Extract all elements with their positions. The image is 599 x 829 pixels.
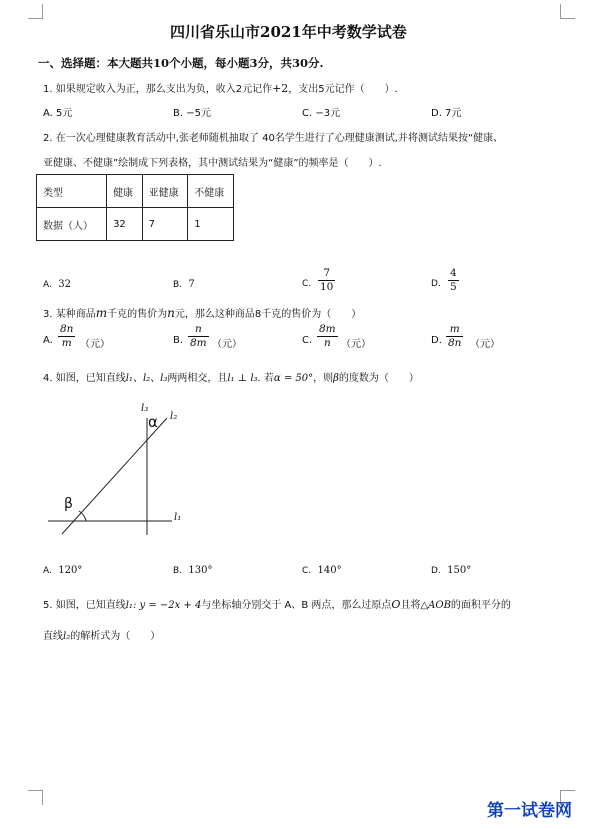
q4-perp: l₁ ⊥ l₃ (227, 373, 258, 384)
label-l2: l₂ (170, 411, 178, 422)
fraction-numerator: 4 (450, 267, 457, 279)
q1-option-c[interactable]: C. −3元 (302, 108, 341, 119)
fraction-numerator: 8m (319, 323, 336, 335)
q5-line-eq: l₁: y = −2x + 4 (125, 600, 202, 611)
q4-lines: l₁、l₂、l₃ (125, 373, 168, 384)
label-beta: β (64, 496, 73, 512)
q3-option-c-letter[interactable]: C. (302, 335, 313, 346)
section-header: 一、选择题：本大题共10个小题，每小题3分，共30分. (38, 56, 324, 70)
line-l2 (62, 418, 167, 534)
q5-origin: O (391, 598, 401, 611)
label-alpha: α (148, 413, 158, 431)
label-l1: l₁ (174, 512, 182, 523)
option-value: 130° (188, 565, 213, 576)
q3-text: 元，那么这种商品8千克的售价为（ ） (174, 309, 362, 320)
q3-option-b-unit: （元） (212, 339, 242, 350)
q4-option-a[interactable] (43, 565, 82, 576)
q4-alpha: α = 50° (273, 373, 314, 384)
q3-option-b-letter[interactable]: B. (173, 335, 184, 346)
table-cell: 32 (107, 208, 143, 241)
table-cell: 健康 (107, 175, 143, 208)
question-5-line2 (43, 627, 160, 642)
q1-text-end: ，支出5元记作（ ）. (288, 84, 398, 95)
option-value: 32 (58, 279, 71, 290)
q5-text: 直线 (43, 631, 63, 642)
fraction-numerator: 8n (60, 323, 74, 335)
q4-text: . 若 (257, 373, 274, 384)
q1-option-a[interactable]: A. 5元 (43, 108, 73, 119)
q5-text: 且将 (400, 600, 421, 611)
fraction-numerator: m (446, 323, 463, 337)
table-cell: 不健康 (188, 175, 234, 208)
fraction-denominator: n (323, 337, 331, 349)
q2-option-c-letter[interactable]: C. (302, 279, 312, 289)
fraction-denominator: m (61, 337, 72, 349)
fraction-denominator: 8m (190, 337, 207, 349)
q3-var-m: m (95, 306, 108, 320)
table-cell: 1 (188, 208, 234, 241)
q4-beta: β (333, 373, 339, 384)
option-letter: C. (302, 566, 312, 576)
label-l3: l₃ (141, 403, 149, 414)
q1-value: +2 (272, 82, 289, 95)
q3-option-a-unit: （元） (80, 339, 110, 350)
q3-text: 3. 某种商品 (43, 309, 96, 320)
option-letter: A. (43, 566, 52, 576)
q4-option-b[interactable] (173, 565, 213, 576)
fraction-denominator: 5 (450, 281, 457, 293)
q3-option-c-unit: （元） (341, 339, 371, 350)
option-letter: B. (173, 280, 183, 290)
q4-option-d[interactable] (431, 565, 471, 576)
table-cell: 类型 (37, 175, 107, 208)
q5-text: 的面积平分的 (450, 600, 511, 611)
q3-text: 千克的售价为 (107, 309, 168, 320)
q2-option-d-letter[interactable]: D. (431, 279, 441, 289)
q4-text: 两两相交，且 (167, 373, 228, 384)
table-cell: 数据（人） (37, 208, 107, 241)
option-value: 140° (317, 565, 342, 576)
q2-text-line2: 亚健康、不健康”绘制成下列表格，其中测试结果为“健康”的频率是（ ）. (43, 158, 382, 169)
q5-text: 5. 如图，已知直线 (43, 600, 126, 611)
q4-option-c[interactable] (302, 565, 342, 576)
fraction-numerator: n (188, 323, 209, 337)
q2-text-line1: 2. 在一次心理健康教育活动中,张老师随机抽取了 40名学生进行了心理健康测试,并将测试结果按“健康、 (43, 133, 504, 144)
table-cell: 亚健康 (142, 175, 188, 208)
q5-text: 与坐标轴分别交于 A、B 两点，那么过原点 (201, 600, 392, 611)
q5-triangle: △AOB (420, 600, 451, 611)
q3-option-d-unit: （元） (470, 339, 500, 350)
fraction-denominator: 8n (448, 337, 462, 349)
q1-text: 1. 如果规定收入为正，那么支出为负，收入2元记作 (43, 84, 273, 95)
q5-text: 的解析式为（ ） (70, 631, 161, 642)
q5-l2: l₂ (63, 631, 71, 642)
option-value: 120° (58, 565, 83, 576)
watermark: 第一试卷网 (487, 801, 572, 821)
beta-angle-arc (79, 511, 86, 521)
option-value: 7 (188, 279, 195, 290)
q1-option-b[interactable]: B. −5元 (173, 108, 211, 119)
q4-text: 的度数为（ ） (338, 373, 419, 384)
question-5 (43, 596, 511, 611)
fraction-denominator: 10 (320, 281, 334, 293)
q3-option-d-letter[interactable]: D. (431, 335, 442, 346)
table-cell: 7 (142, 208, 188, 241)
option-value: 150° (447, 565, 472, 576)
option-letter: A. (43, 280, 52, 290)
q3-option-a-letter[interactable]: A. (43, 335, 53, 346)
q4-text: ，则 (313, 373, 334, 384)
q3-var-n: n (167, 306, 175, 320)
option-letter: B. (173, 566, 183, 576)
q4-text: 4. 如图，已知直线 (43, 373, 126, 384)
q1-option-d[interactable]: D. 7元 (431, 108, 462, 119)
option-letter: D. (431, 566, 441, 576)
exam-title: 四川省乐山市2021年中考数学试卷 (170, 23, 407, 41)
fraction-numerator: 7 (318, 267, 335, 281)
